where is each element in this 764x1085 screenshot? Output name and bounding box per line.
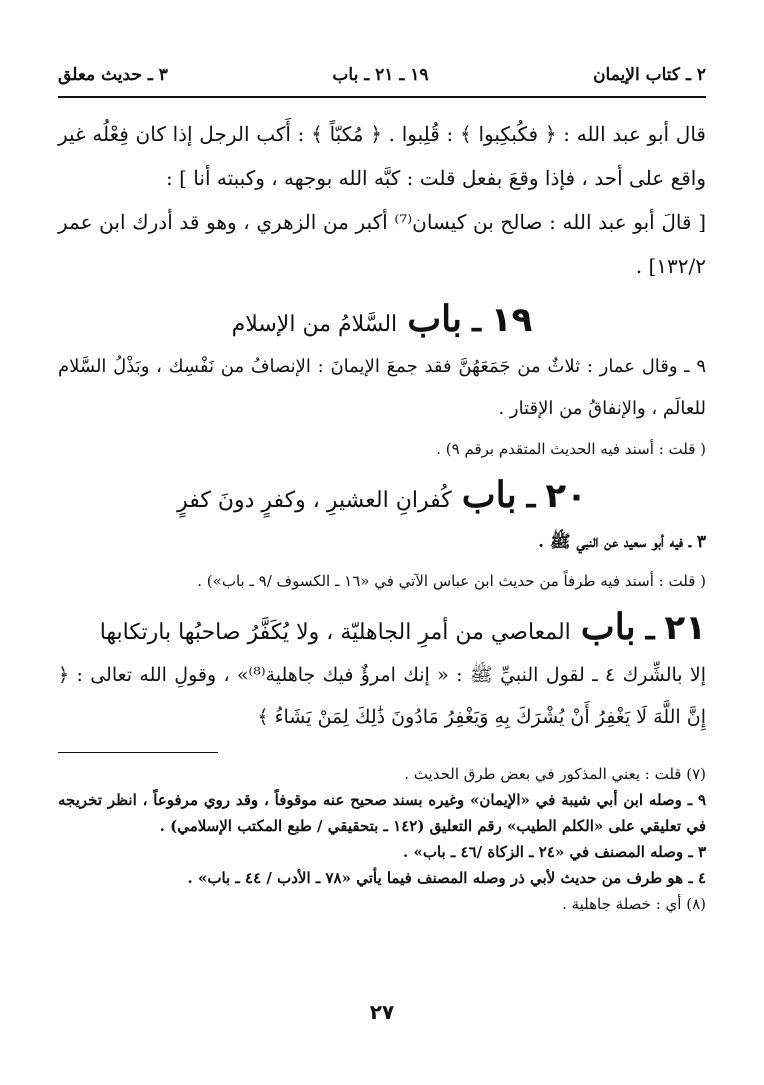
- chapter-20-note: ( قلت : أسند فيه طرفاً من حديث ابن عباس الآتي في «١٦ ـ الكسوف /٩ ـ باب») .: [197, 572, 706, 590]
- chapter-21-dash: ـ: [645, 612, 655, 647]
- footnote-hadith-9: ٩ ـ وصله ابن أبي شيبة في «الإيمان» وغيره بسند صحيح عنه موقوفاً ، وقد روي مرفوعاً ، انظر تخريجه في تعليقي على «الكلم الطيب» رقم التعليق (١٤٢ ـ بتحقيقي / طبع المكتب الإسلامي) .: [58, 791, 706, 835]
- chapter-20-title: كُفرانِ العشيرِ ، وكفرٍ دونَ كفرٍ: [177, 488, 452, 513]
- footnote-hadith-4: ٤ ـ هو طرف من حديث لأبي ذر وصله المصنف فيما يأتي «٧٨ ـ الأدب / ٤٤ ـ باب» .: [187, 869, 706, 887]
- header-chapter-range: ١٩ ـ ٢١ ـ باب: [332, 65, 429, 85]
- footnote-separator: [58, 752, 218, 753]
- chapter-21-bab: باب: [580, 606, 636, 648]
- footnote-7: (٧) قلت : يعني المذكور في بعض طرق الحديث .: [404, 765, 706, 783]
- chapter-20-text: ٣ ـ فيه أبو سعيد عن النبي ﷺ .: [538, 532, 706, 552]
- page-body: [58, 112, 706, 917]
- chapter-19-title: السَّلامُ من الإسلام: [231, 312, 398, 337]
- chapter-20-heading: [58, 474, 706, 516]
- chapter-20-bab: باب: [461, 474, 517, 516]
- chapter-21-text: إلا بالشِّرك ٤ ـ لقول النبيِّ ﷺ : « إنك امرؤٌ فيك جاهلية⁽⁸⁾» ، وقولِ الله تعالى : ﴿ إِنَّ اللَّهَ لَا يَغْفِرُ أَنْ يُشْرَكَ بِهِ وَيَغْفِرُ مَادُونَ ذَٰلِكَ لِمَنْ يَشَاءُ ﴾: [58, 664, 706, 728]
- chapter-21-heading: [58, 606, 706, 648]
- chapter-19-dash: ـ: [472, 304, 481, 339]
- chapter-21-number: ٢١: [664, 608, 706, 648]
- footnote-hadith-3: ٣ ـ وصله المصنف في «٢٤ ـ الزكاة /٤٦ ـ باب» .: [403, 843, 706, 861]
- header-hadith-type: ٣ ـ حديث معلق: [58, 65, 168, 85]
- footnotes: [58, 761, 706, 917]
- running-header: [58, 58, 706, 98]
- chapter-20-number: ٢٠: [545, 476, 587, 516]
- intro-paragraph-1: قال أبو عبد الله : ﴿ فكُبكِبوا ﴾ : قُلِبوا . ﴿ مُكبّاً ﴾ : أَكب الرجل إذا كان فِعْلُه غير واقع على أحد ، فإذا وقعَ بفعل قلت : كبَّه الله بوجهه ، وكببته أنا ] :: [58, 122, 706, 190]
- chapter-19-heading: [58, 298, 706, 340]
- chapter-19-note: ( قلت : أسند فيه الحديث المتقدم برقم ٩) .: [436, 440, 706, 458]
- footnote-8: (٨) أي : خصلة جاهلية .: [562, 895, 706, 913]
- intro-paragraph-2: [ قالَ أبو عبد الله : صالح بن كيسان⁽⁷⁾ أكبر من الزهري ، وهو قد أدرك ابن عمر ١٣٢/٢] .: [58, 210, 707, 278]
- header-book-title: ٢ ـ كتاب الإيمان: [593, 65, 706, 85]
- page-number: ٢٧: [369, 1000, 395, 1024]
- chapter-19-text: ٩ ـ وقال عمار : ثلاثٌ من جَمَعَهُنَّ فقد جمعَ الإيمانَ : الإنصافُ من نَفْسِك ، وبَذْلُ السَّلام للعالَم ، والإنفاقُ من الإقتار .: [58, 356, 706, 419]
- chapter-20-dash: ـ: [526, 480, 536, 515]
- chapter-19-number: ١٩: [490, 300, 533, 340]
- chapter-21-title: المعاصي من أمرِ الجاهليّة ، ولا يُكَفَّرُ صاحبُها بارتكابها: [99, 620, 571, 645]
- chapter-19-bab: باب: [407, 298, 463, 340]
